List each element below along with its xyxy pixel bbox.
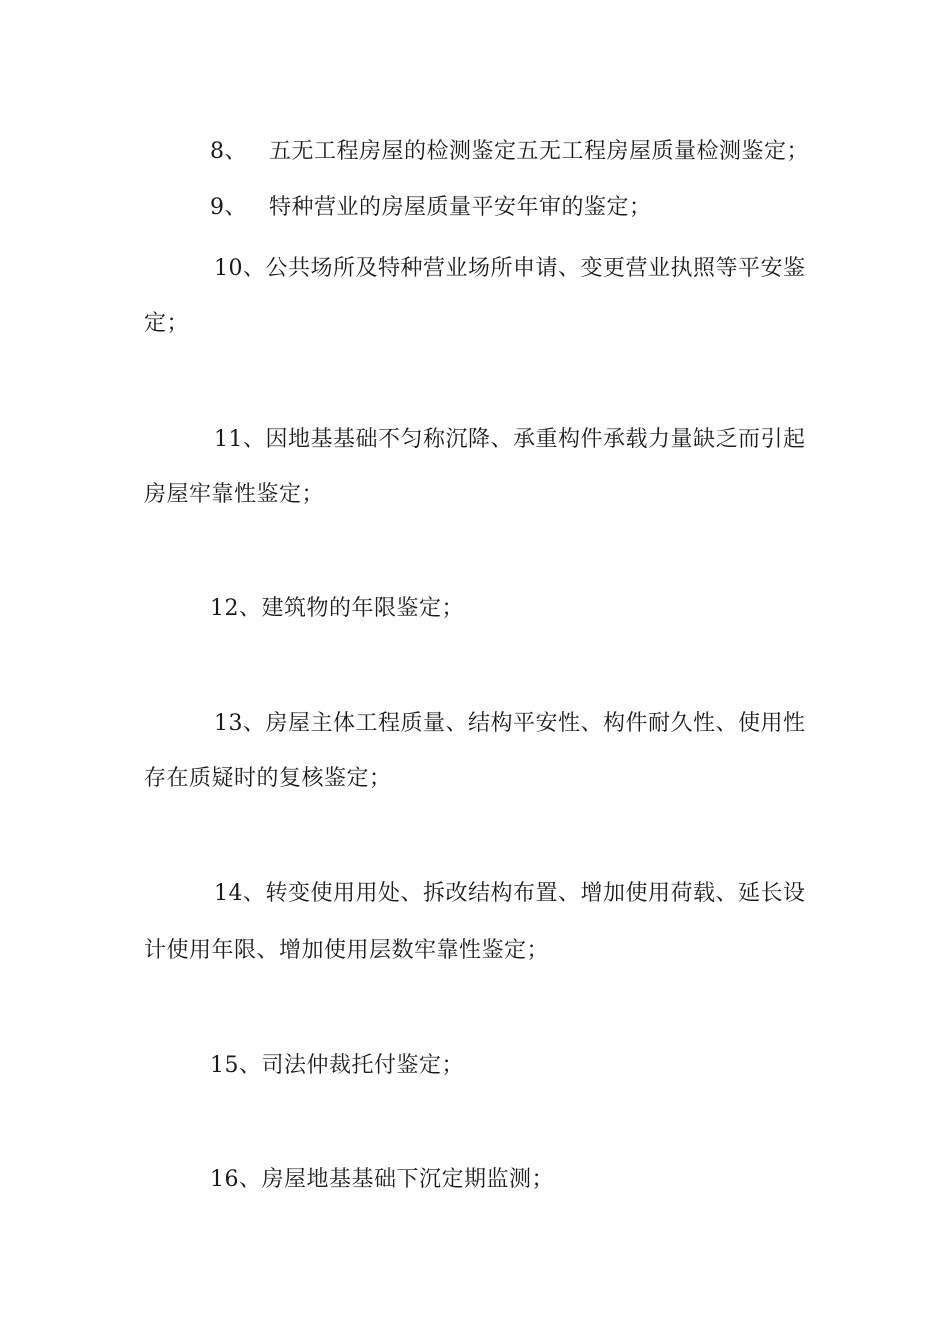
item-11-line-1: 11、因地基基础不匀称沉降、承重构件承载力量缺乏而引起	[214, 427, 806, 452]
item-9-number: 9、	[210, 195, 247, 220]
item-9	[210, 193, 652, 223]
item-13-line-2: 存在质疑时的复核鉴定；	[144, 766, 392, 791]
item-10-line-2: 定；	[144, 311, 190, 336]
item-8-text: 五无工程房屋的检测鉴定五无工程房屋质量检测鉴定；	[269, 139, 810, 164]
item-9-text: 特种营业的房屋质量平安年审的鉴定；	[269, 195, 652, 220]
item-15: 15、司法仲裁托付鉴定；	[210, 1053, 464, 1078]
item-11-line-2: 房屋牢靠性鉴定；	[144, 482, 325, 507]
item-10-line-1: 10、公共场所及特种营业场所申请、变更营业执照等平安鉴	[214, 256, 806, 281]
item-12: 12、建筑物的年限鉴定；	[210, 596, 464, 621]
item-14-line-1: 14、转变使用用处、拆改结构布置、增加使用荷载、延长设	[214, 881, 806, 906]
item-14-line-2: 计使用年限、增加使用层数牢靠性鉴定；	[144, 938, 550, 963]
item-8	[210, 137, 809, 167]
item-13-line-1: 13、房屋主体工程质量、结构平安性、构件耐久性、使用性	[214, 711, 806, 736]
item-16: 16、房屋地基基础下沉定期监测；	[210, 1167, 554, 1192]
item-8-number: 8、	[210, 139, 247, 164]
